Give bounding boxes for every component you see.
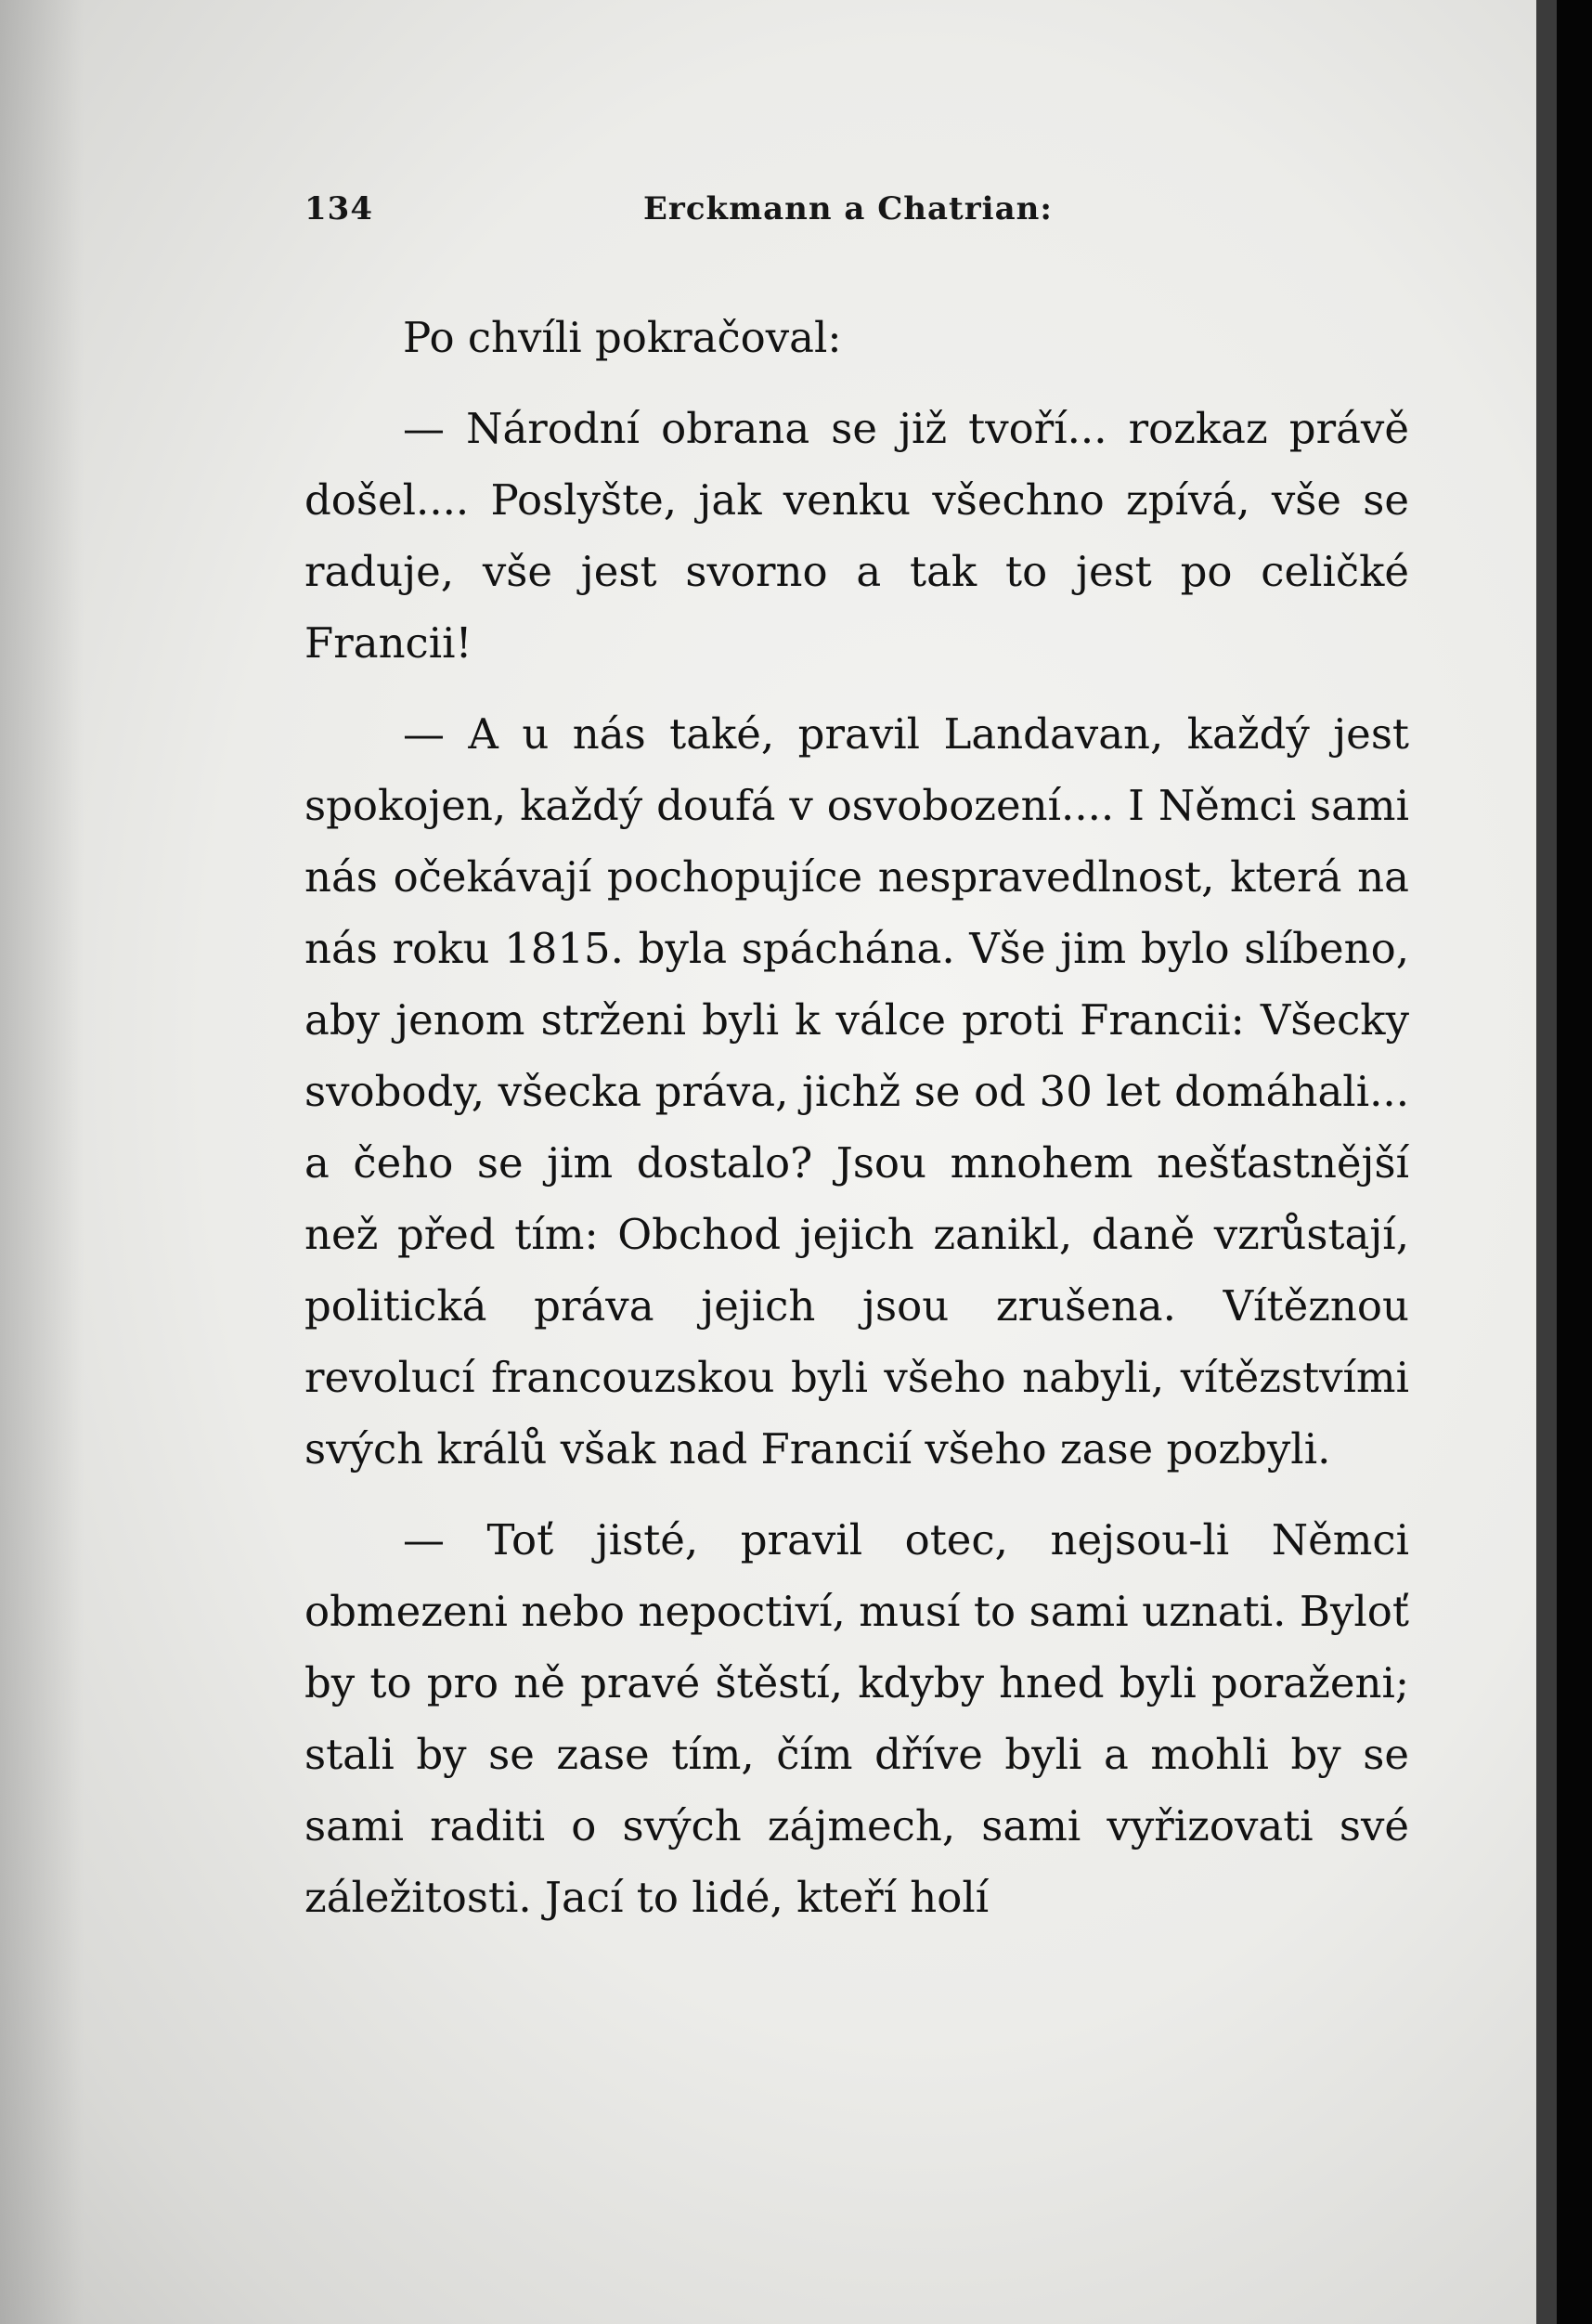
running-head: Erckmann a Chatrian: xyxy=(643,190,1053,227)
page-header xyxy=(304,190,1409,237)
scan-border xyxy=(1557,0,1592,2324)
paragraph: — Národní obrana se již tvoří... rozkaz právě došel.... Poslyšte, jak venku všechno zpívá, vše se raduje, vše jest svorno a tak to jest po celičké Francii! xyxy=(304,404,1409,668)
page-number: 134 xyxy=(304,190,373,227)
body-text xyxy=(304,302,1409,1933)
paragraph: Po chvíli pokračoval: xyxy=(403,313,842,362)
paragraph: — Toť jisté, pravil otec, nejsou-li Němci obmezeni nebo nepoctiví, musí to sami uznati. Byloť by to pro ně pravé štěstí, kdyby hned byli poraženi; stali by se zase tím, čím dříve byli a mohli by se sami raditi o svých zájmech, sami vyřizovati své záležitosti. Jací to lidé, kteří holí xyxy=(304,1515,1409,1922)
page-edge-shadow xyxy=(0,0,84,2324)
paragraph: — A u nás také, pravil Landavan, každý jest spokojen, každý doufá v osvobození.... I Němci sami nás očekávají pochopujíce nespravedlnost, která na nás roku 1815. byla spáchána. Vše jim bylo slíbeno, aby jenom strženi byli k válce proti Francii: Všecky svobody, všecka práva, jichž se od 30 let domáhali... a čeho se jim dostalo? Jsou mnohem nešťastnější než před tím: Obchod jejich zanikl, daně vzrůstají, politická práva jejich jsou zrušena. Vítěznou revolucí francouzskou byli všeho nabyli, vítězstvími svých králů však nad Francií všeho zase pozbyli. xyxy=(304,709,1409,1474)
page-gutter xyxy=(1536,0,1557,2324)
